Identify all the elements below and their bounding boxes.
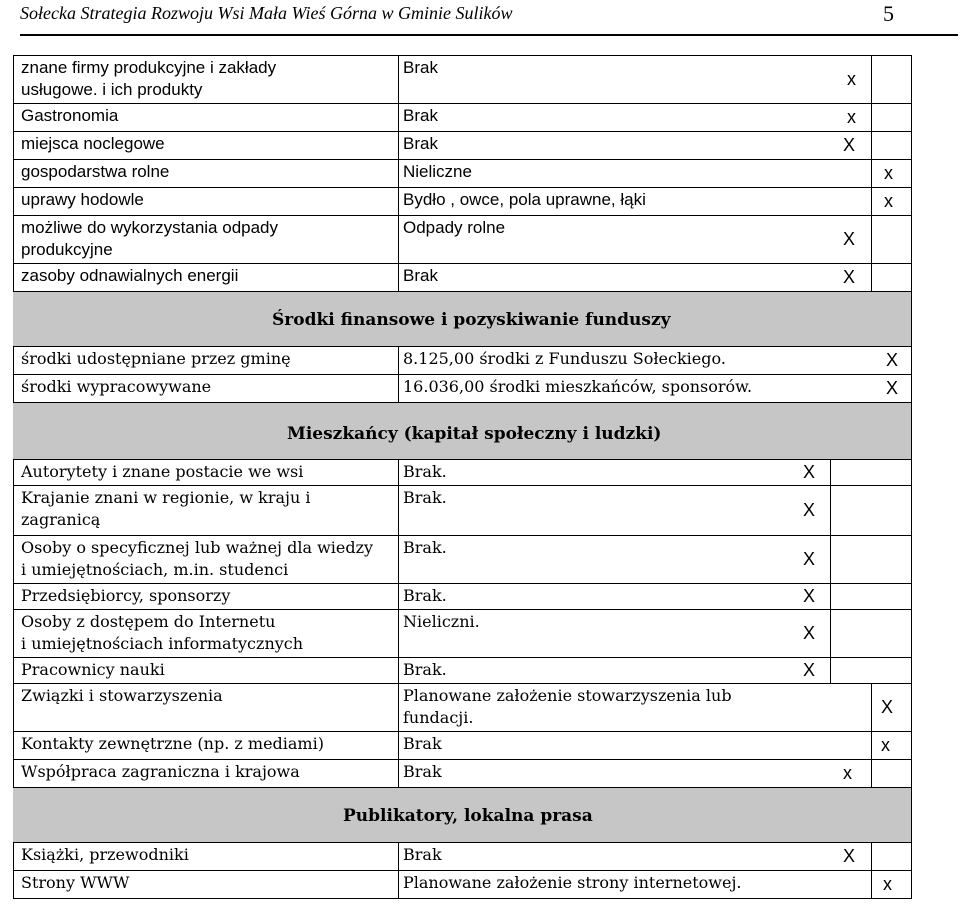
row-mark: X [803,660,816,680]
section-title: Mieszkańcy (kapitał społeczny i ludzki) [287,424,662,444]
table-rule [13,583,912,584]
table-rule [13,870,912,871]
row-value: Brak [403,58,438,77]
table-rule [13,609,912,610]
table-rule [13,535,912,536]
table-rule [13,159,912,160]
row-value: Brak. [403,462,447,481]
row-label: zasoby odnawialnych energii [21,266,239,285]
row-label: Książki, przewodniki [21,845,189,864]
table-rule [398,459,399,787]
row-mark: X [803,462,816,482]
table-rule [830,459,831,683]
row-label: możliwe do wykorzystania odpady [21,218,279,237]
row-label: Pracownicy nauki [21,660,165,679]
row-label: Gastronomia [21,106,119,125]
row-label: Autorytety i znane postacie we wsi [21,462,304,481]
row-label: i umiejętnościach informatycznych [21,634,304,653]
row-label: usługowe. i ich produkty [21,80,203,99]
row-value: 8.125,00 środki z Funduszu Sołeckiego. [403,349,726,368]
table-rule [398,55,399,291]
row-mark: X [803,623,816,643]
row-value: Brak. [403,488,447,507]
section-title: Publikatory, lokalna prasa [343,806,593,826]
row-label: Osoby o specyficznej lub ważnej dla wiedzy [21,538,374,557]
row-value: Brak. [403,538,447,557]
row-value: Brak [403,845,442,864]
row-mark: X [803,586,816,606]
row-value: Nieliczni. [403,612,480,631]
row-label: gospodarstwa rolne [21,162,170,181]
row-label: Krajanie znani w regionie, w kraju i [21,488,311,507]
row-mark: X [843,229,856,249]
row-mark: X [886,350,899,370]
row-mark: x [881,735,890,755]
row-label: miejsca noclegowe [21,134,165,153]
table-rule [13,731,912,732]
row-mark: x [884,191,893,211]
table-rule [13,346,912,347]
row-label: Kontakty zewnętrzne (np. z mediami) [21,734,324,753]
row-value: Brak [403,266,438,285]
table-rule [871,683,872,787]
header-rule [20,34,958,36]
row-label: Osoby z dostępem do Internetu [21,612,276,631]
table-rule [13,187,912,188]
table-rule [13,103,912,104]
table-rule [871,55,872,291]
row-mark: x [884,163,893,183]
row-mark: X [803,549,816,569]
table-rule [13,683,912,684]
row-value: 16.036,00 środki mieszkańców, sponsorów. [403,377,753,396]
table-rule [13,291,912,292]
row-label: znane firmy produkcyjne i zakłady [21,58,277,77]
row-label: i umiejętnościach, m.in. studenci [21,560,289,579]
row-mark: x [883,874,892,894]
table-rule [13,263,912,264]
table-rule [911,55,912,159]
table-rule [13,485,912,486]
document-title: Sołecka Strategia Rozwoju Wsi Mała Wieś Górna w Gminie Sulików [20,3,513,23]
row-value: Brak [403,762,442,781]
row-label: Związki i stowarzyszenia [21,686,223,705]
row-value: Planowane założenie strony internetowej. [403,873,742,892]
row-value: Odpady rolne [403,218,506,237]
row-label: produkcyjne [21,240,113,259]
row-mark: X [803,500,816,520]
row-mark: X [886,378,899,398]
table-rule [13,402,912,403]
table-rule [13,55,14,898]
table-rule [13,215,912,216]
table-rule [13,374,912,375]
row-mark: x [847,107,856,127]
table-rule [13,131,912,132]
row-label: Przedsiębiorcy, sponsorzy [21,586,231,605]
table-rule [911,55,912,898]
row-mark: X [881,697,894,717]
row-label: Strony WWW [21,873,130,892]
table-rule [13,55,912,56]
table-rule [13,459,912,460]
table-rule [13,759,912,760]
row-mark: X [843,135,856,155]
section-title: Środki finansowe i pozyskiwanie funduszy [272,310,671,330]
page-number: 5 [883,1,894,26]
row-mark: x [847,69,856,89]
row-label: zagranicą [21,510,101,529]
row-label: środki udostępniane przez gminę [21,349,291,368]
row-value: Brak. [403,660,447,679]
row-value: Brak [403,106,438,125]
row-label: środki wypracowywane [21,377,212,396]
row-label: uprawy hodowle [21,190,144,209]
row-mark: X [843,267,856,287]
table-rule [13,842,912,843]
table-rule [13,657,912,658]
row-value: fundacji. [403,708,474,727]
row-mark: x [843,763,852,783]
row-mark: X [843,846,856,866]
row-label: Współpraca zagraniczna i krajowa [21,762,300,781]
row-value: Nieliczne [403,162,472,181]
row-value: Bydło , owce, pola uprawne, łąki [403,190,646,209]
row-value: Brak [403,734,442,753]
table-rule [13,787,912,788]
row-value: Brak [403,134,438,153]
table-rule [13,898,912,899]
row-value: Planowane założenie stowarzyszenia lub [403,686,732,705]
row-value: Brak. [403,586,447,605]
